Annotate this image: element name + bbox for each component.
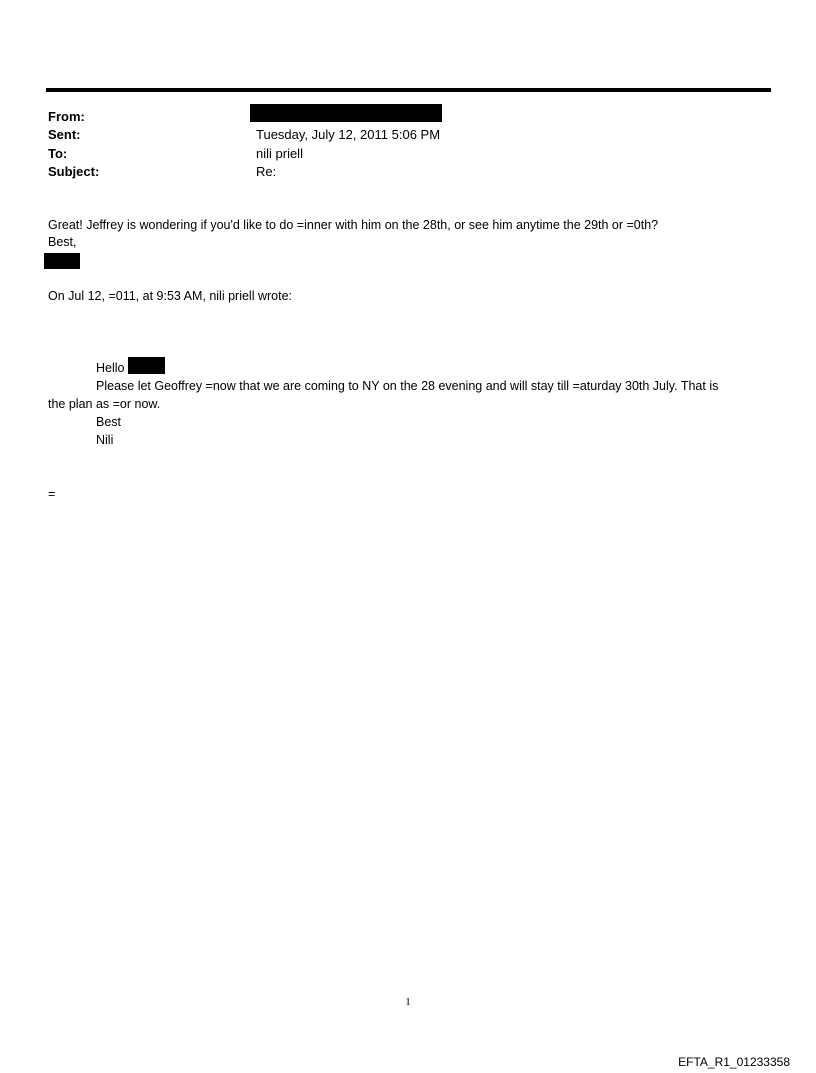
sent-value: Tuesday, July 12, 2011 5:06 PM <box>256 127 441 142</box>
trailing-equals: = <box>48 487 56 501</box>
page-number: 1 <box>405 996 411 1008</box>
subject-value: Re: <box>256 164 277 179</box>
sent-label: Sent: <box>48 127 81 142</box>
quote-intro: On Jul 12, =011, at 9:53 AM, nili priell wrote: <box>48 289 292 303</box>
body-line-1: Great! Jeffrey is wondering if you'd like to do =inner with him on the 28th, or see him anytime the 29th or =0th? <box>48 218 659 232</box>
body-sign-off: Best, <box>48 235 77 249</box>
redacted-from <box>250 104 442 122</box>
quote-line-2: the plan as =or now. <box>48 397 161 411</box>
redacted-signature <box>44 253 80 269</box>
redacted-name <box>128 357 165 374</box>
quote-closing: Best <box>96 415 122 429</box>
to-value: nili priell <box>256 146 303 161</box>
from-label: From: <box>48 109 85 124</box>
header-rule <box>46 88 771 92</box>
subject-label: Subject: <box>48 164 100 179</box>
quote-signature: Nili <box>96 433 114 447</box>
quote-greeting: Hello <box>96 361 125 375</box>
quote-line-1: Please let Geoffrey =now that we are coming to NY on the 28 evening and will stay till =aturday 30th July. That is <box>96 379 719 393</box>
to-label: To: <box>48 146 68 161</box>
document-id: EFTA_R1_01233358 <box>678 1055 790 1069</box>
